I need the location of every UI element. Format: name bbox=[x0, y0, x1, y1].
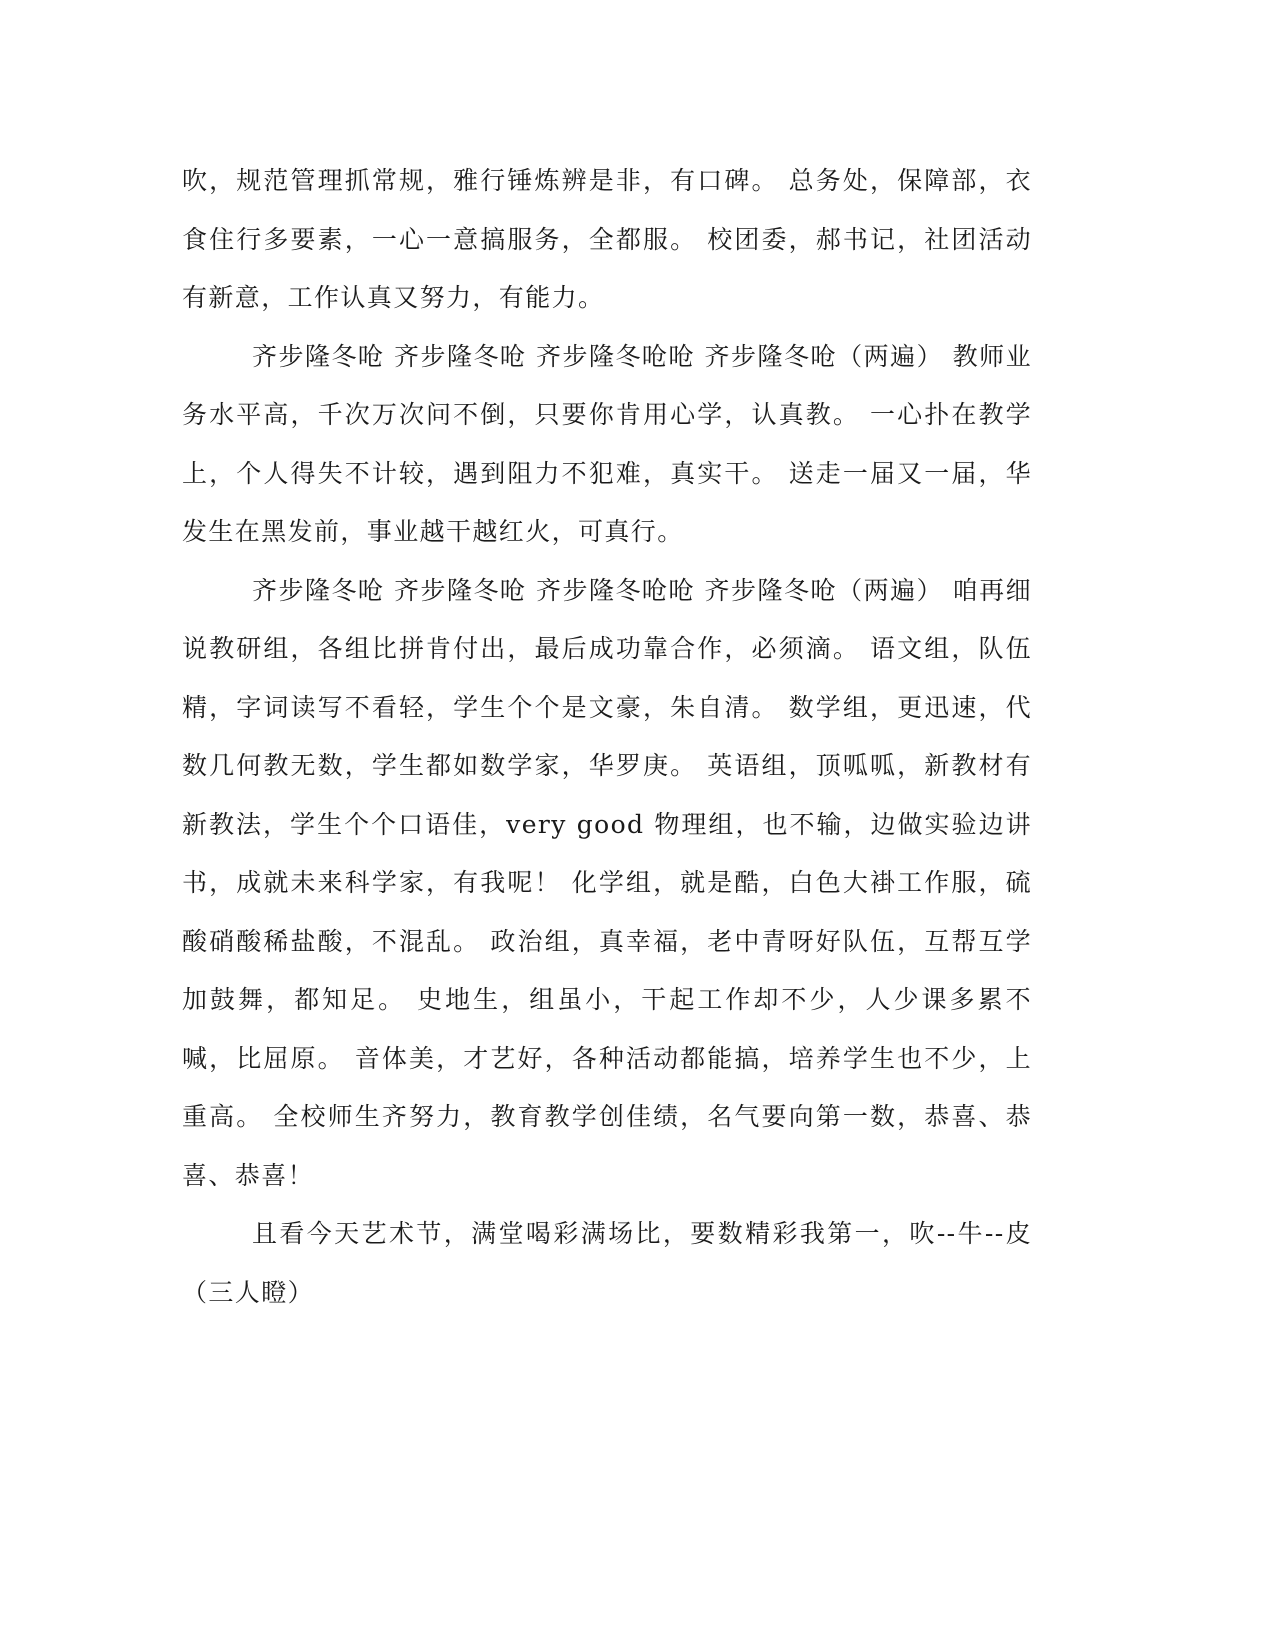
document-body bbox=[182, 152, 1032, 1322]
paragraph: 齐步隆冬呛 齐步隆冬呛 齐步隆冬呛呛 齐步隆冬呛（两遍） 咱再细说教研组，各组比拼肯付出，最后成功靠合作，必须滴。 语文组，队伍精，字词读写不看轻，学生个个是文豪，朱自清。 数学组，更迅速，代数几何教无数，学生都如数学家，华罗庚。 英语组，顶呱呱，新教材有新教法，学生个个口语佳，very good 物理组，也不输，边做实验边讲书，成就未来科学家，有我呢！ 化学组，就是酷，白色大褂工作服，硫酸硝酸稀盐酸，不混乱。 政治组，真幸福，老中青呀好队伍，互帮互学加鼓舞，都知足。 史地生，组虽小，干起工作却不少，人少课多累不喊，比屈原。 音体美，才艺好，各种活动都能搞，培养学生也不少，上重高。 全校师生齐努力，教育教学创佳绩，名气要向第一数，恭喜、恭喜、恭喜！ bbox=[182, 575, 1032, 1190]
paragraph: 且看今天艺术节，满堂喝彩满场比，要数精彩我第一，吹--牛--皮（三人瞪） bbox=[182, 1219, 1032, 1307]
paragraph: 吹，规范管理抓常规，雅行锤炼辨是非，有口碑。 总务处，保障部，衣食住行多要素，一心一意搞服务，全都服。 校团委，郝书记，社团活动有新意，工作认真又努力，有能力。 bbox=[182, 166, 1032, 312]
paragraph: 齐步隆冬呛 齐步隆冬呛 齐步隆冬呛呛 齐步隆冬呛（两遍） 教师业务水平高，千次万次问不倒，只要你肯用心学，认真教。 一心扑在教学上，个人得失不计较，遇到阻力不犯难，真实干。 送走一届又一届，华发生在黑发前，事业越干越红火，可真行。 bbox=[182, 341, 1032, 546]
